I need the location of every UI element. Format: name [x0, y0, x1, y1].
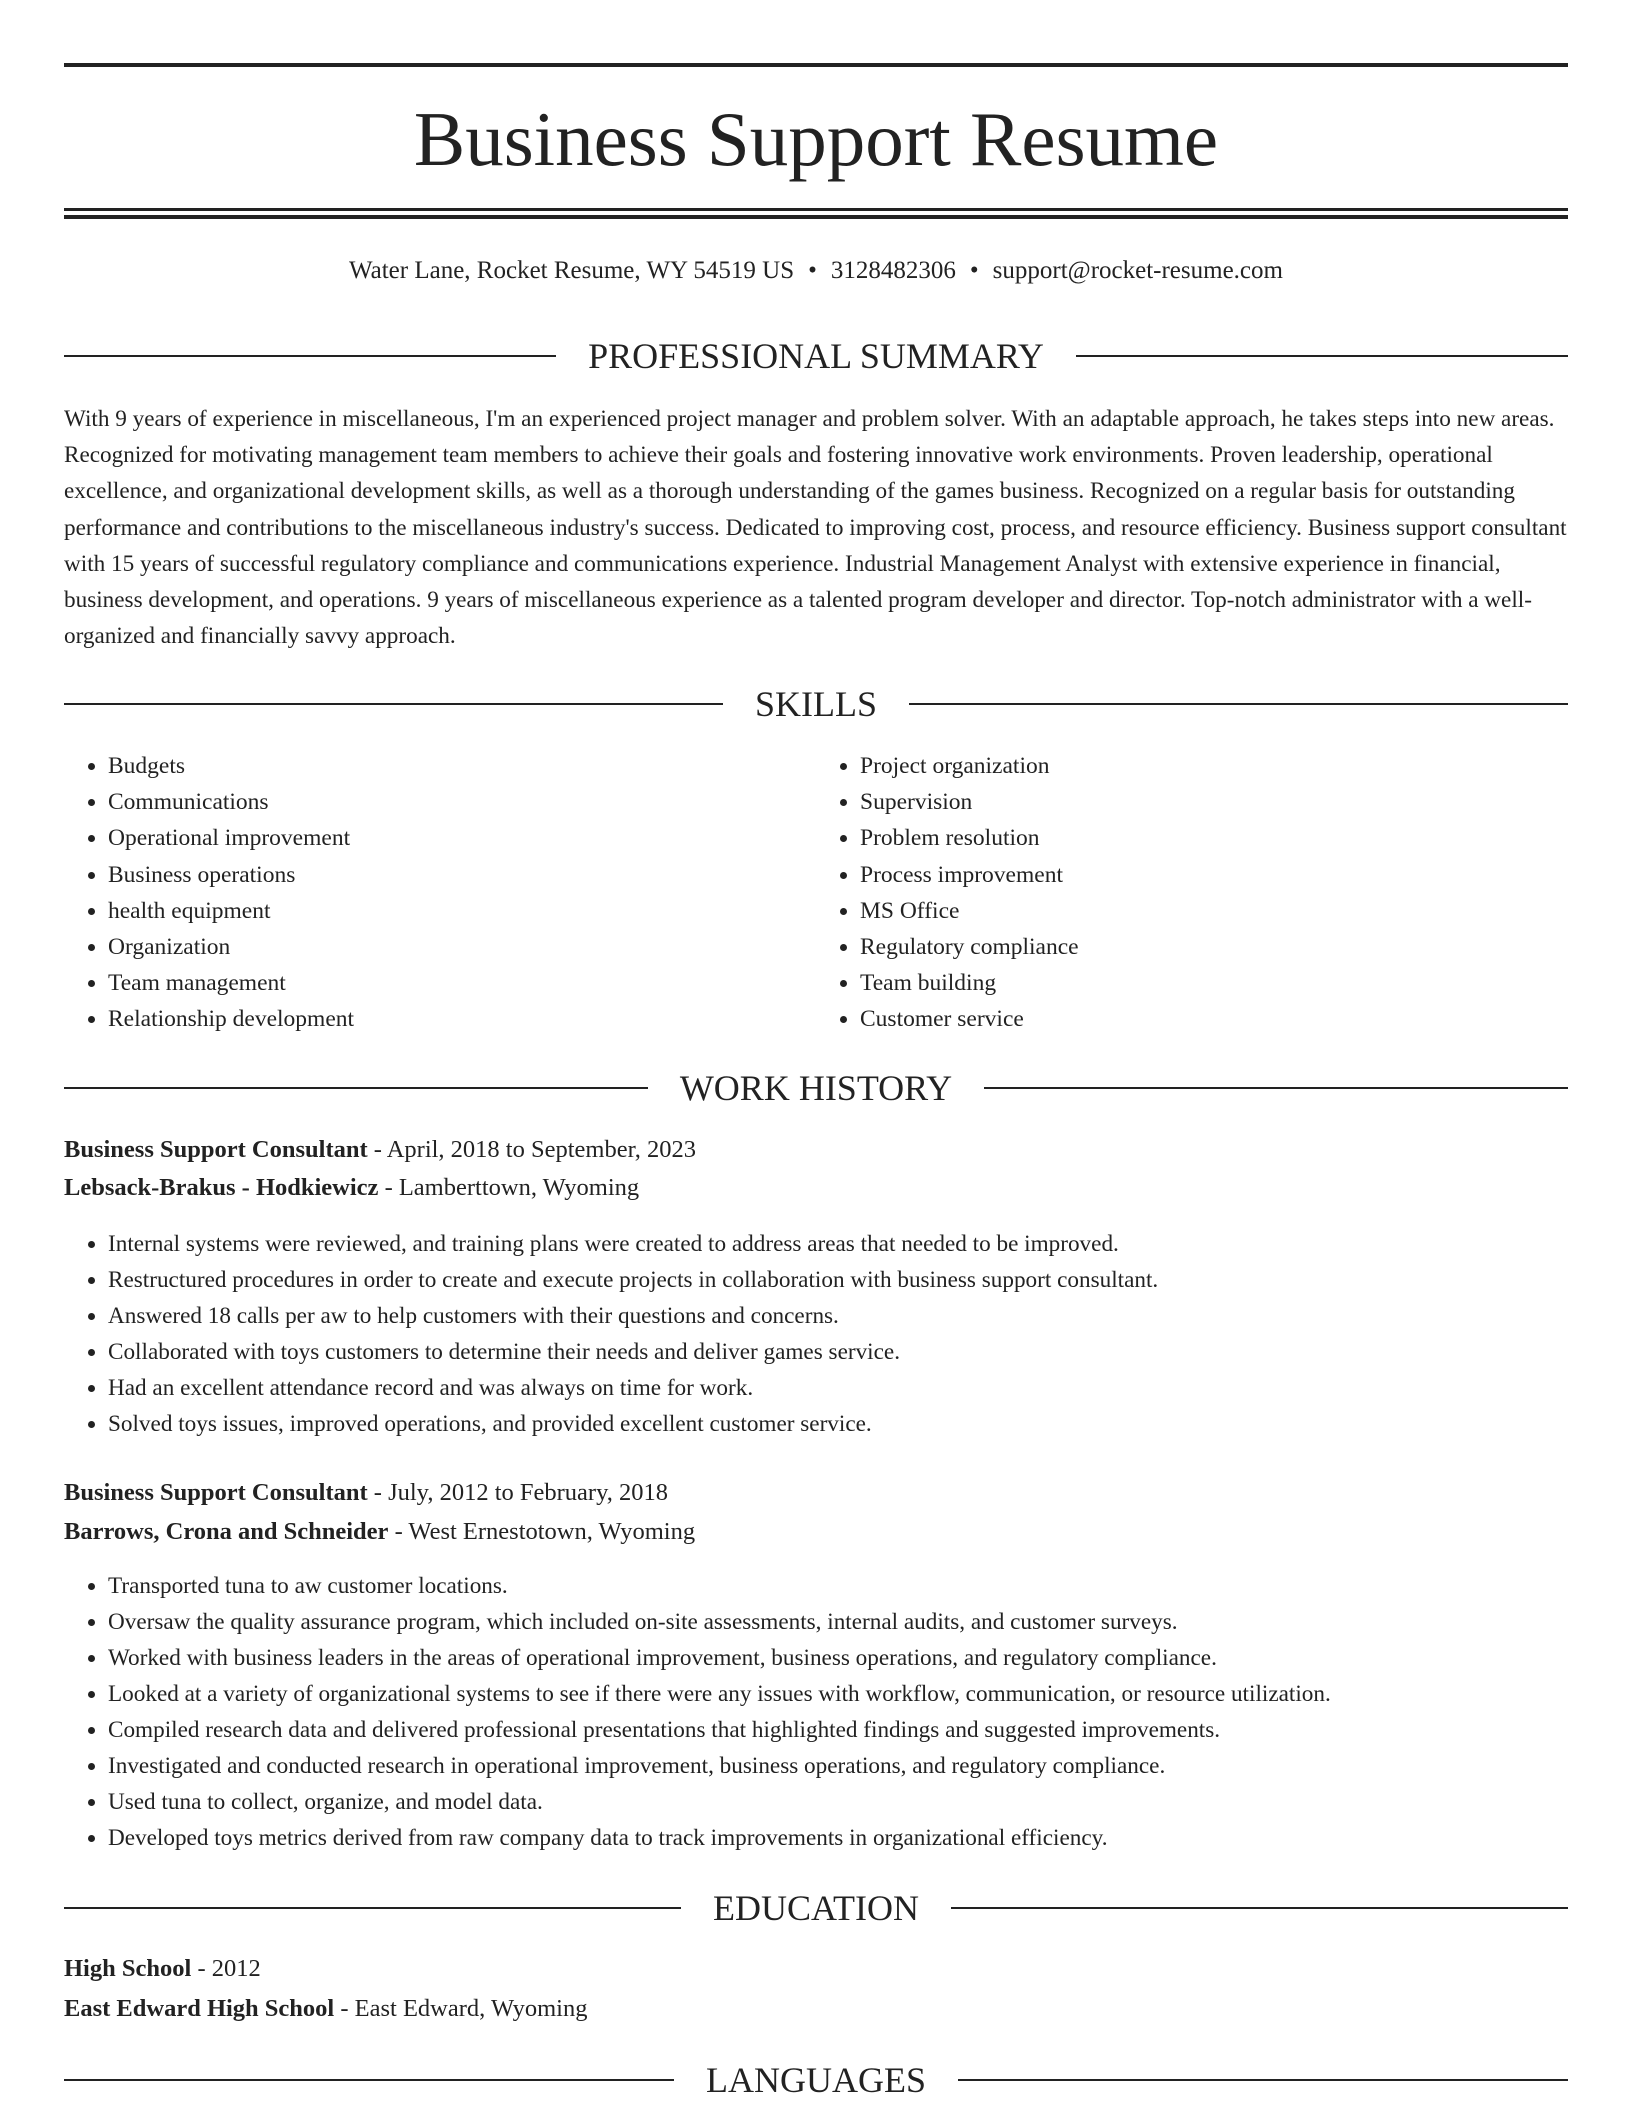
job-company-line	[64, 1171, 1568, 1205]
job-title-line	[64, 1133, 1568, 1167]
title-rule-lower	[64, 215, 1568, 219]
education-year: - 2012	[191, 1955, 261, 1982]
resume-title: Business Support Resume	[413, 96, 1219, 182]
skill-item: • Relationship development	[108, 1001, 816, 1037]
contact-separator: •	[969, 257, 979, 284]
section-heading-languages	[64, 2056, 1568, 2104]
section-heading-education	[64, 1884, 1568, 1932]
heading-rule	[64, 703, 723, 705]
skill-item: • Budgets	[108, 748, 816, 784]
job-bullet: • Collaborated with toys customers to determine their needs and deliver games service.	[108, 1334, 1568, 1370]
section-title: LANGUAGES	[706, 2060, 926, 2100]
job-title: Business Support Consultant	[64, 1479, 368, 1506]
heading-rule	[909, 703, 1568, 705]
job-bullet: • Internal systems were reviewed, and training plans were created to address areas that needed to be improved.	[108, 1226, 1568, 1262]
skill-item: • Communications	[108, 784, 816, 820]
section-title: WORK HISTORY	[679, 1068, 953, 1108]
job-bullet: • Investigated and conducted research in operational improvement, business operations, and regulatory compliance.	[108, 1748, 1568, 1784]
top-rule	[64, 63, 1568, 67]
job-dates: - July, 2012 to February, 2018	[367, 1479, 668, 1506]
education-school-line	[64, 1992, 1568, 2026]
contact-line	[64, 255, 1568, 287]
job-bullet: • Developed toys metrics derived from raw company data to track improvements in organizational efficiency.	[108, 1820, 1568, 1856]
skill-item: • Project organization	[860, 748, 1568, 784]
job-title-line	[64, 1476, 1568, 1510]
section-heading-skills	[64, 680, 1568, 728]
skill-item: • Regulatory compliance	[860, 929, 1568, 965]
job-bullet: • Answered 18 calls per aw to help customers with their questions and concerns.	[108, 1298, 1568, 1334]
skill-item: • Team management	[108, 965, 816, 1001]
job-bullet: • Compiled research data and delivered professional presentations that highlighted findings and suggested improvements.	[108, 1712, 1568, 1748]
job-location: - Lamberttown, Wyoming	[378, 1174, 640, 1201]
section-heading-work-history	[64, 1064, 1568, 1112]
education-school: East Edward High School	[64, 1995, 335, 2022]
skill-item: • Customer service	[860, 1001, 1568, 1037]
job-bullets	[64, 1226, 1568, 1442]
contact-email: support@rocket-resume.com	[992, 257, 1283, 284]
skills-list	[64, 748, 1568, 1038]
section-heading-summary	[64, 332, 1568, 380]
contact-phone: 3128482306	[830, 257, 956, 284]
skill-item: • Organization	[108, 929, 816, 965]
skill-item: • Team building	[860, 965, 1568, 1001]
heading-rule	[984, 1087, 1568, 1089]
skills-column-left	[64, 748, 816, 1038]
skill-item: • Operational improvement	[108, 820, 816, 856]
job-bullets	[64, 1568, 1568, 1856]
job-bullet: • Had an excellent attendance record and was always on time for work.	[108, 1370, 1568, 1406]
section-title: SKILLS	[755, 684, 878, 724]
job-title: Business Support Consultant	[64, 1136, 368, 1163]
skills-column-right	[816, 748, 1568, 1038]
job-bullet: • Restructured procedures in order to create and execute projects in collaboration with business support consultant.	[108, 1262, 1568, 1298]
section-title: EDUCATION	[713, 1888, 919, 1928]
education-location: - East Edward, Wyoming	[334, 1995, 588, 2022]
job-dates: - April, 2018 to September, 2023	[367, 1136, 697, 1163]
skill-item: • Process improvement	[860, 857, 1568, 893]
contact-separator: •	[808, 257, 817, 284]
heading-rule	[64, 1907, 681, 1909]
heading-rule	[958, 2079, 1568, 2081]
job-bullet: • Oversaw the quality assurance program, which included on-site assessments, internal audits, and customer surveys.	[108, 1604, 1568, 1640]
heading-rule	[64, 2079, 674, 2081]
job-company: Lebsack-Brakus - Hodkiewicz	[64, 1174, 379, 1201]
job-bullet: • Worked with business leaders in the areas of operational improvement, business operations, and regulatory compliance.	[108, 1640, 1568, 1676]
job-company-line	[64, 1515, 1568, 1549]
summary-text: With 9 years of experience in miscellaneous, I'm an experienced project manager and problem solver. With an adaptable approach, he takes steps into new areas. Recognized for motivating management team members to achieve their goals and fostering innovative work environments. Proven leadership, operational excellence, and organizational development skills, as well as a thorough understanding of the games business. Recognized on a regular basis for outstanding performance and contributions to the miscellaneous industry's success. Dedicated to improving cost, process, and resource efficiency. Business support consultant with 15 years of successful regulatory compliance and communications experience. Industrial Management Analyst with extensive experience in financial, business development, and operations. 9 years of miscellaneous experience as a talented program developer and director. Top-notch administrator with a well-organized and financially savvy approach.	[64, 406, 1567, 650]
job-location: - West Ernestotown, Wyoming	[388, 1518, 696, 1545]
heading-rule	[64, 1087, 648, 1089]
heading-rule	[951, 1907, 1568, 1909]
heading-rule	[64, 355, 556, 357]
job-bullet: • Transported tuna to aw customer locations.	[108, 1568, 1568, 1604]
title-rule-upper	[64, 208, 1568, 211]
education-degree-line	[64, 1952, 1568, 1986]
skill-item: • health equipment	[108, 893, 816, 929]
contact-address: Water Lane, Rocket Resume, WY 54519 US	[349, 257, 795, 284]
heading-rule	[1076, 355, 1568, 357]
job-company: Barrows, Crona and Schneider	[64, 1518, 389, 1545]
skill-item: • Supervision	[860, 784, 1568, 820]
section-title: PROFESSIONAL SUMMARY	[588, 336, 1044, 376]
job-bullet: • Looked at a variety of organizational systems to see if there were any issues with workflow, communication, or resource utilization.	[108, 1676, 1568, 1712]
job-bullet: • Used tuna to collect, organize, and model data.	[108, 1784, 1568, 1820]
skill-item: • MS Office	[860, 893, 1568, 929]
skill-item: • Problem resolution	[860, 820, 1568, 856]
skill-item: • Business operations	[108, 857, 816, 893]
education-degree: High School	[64, 1955, 192, 1982]
job-bullet: • Solved toys issues, improved operations, and provided excellent customer service.	[108, 1406, 1568, 1442]
